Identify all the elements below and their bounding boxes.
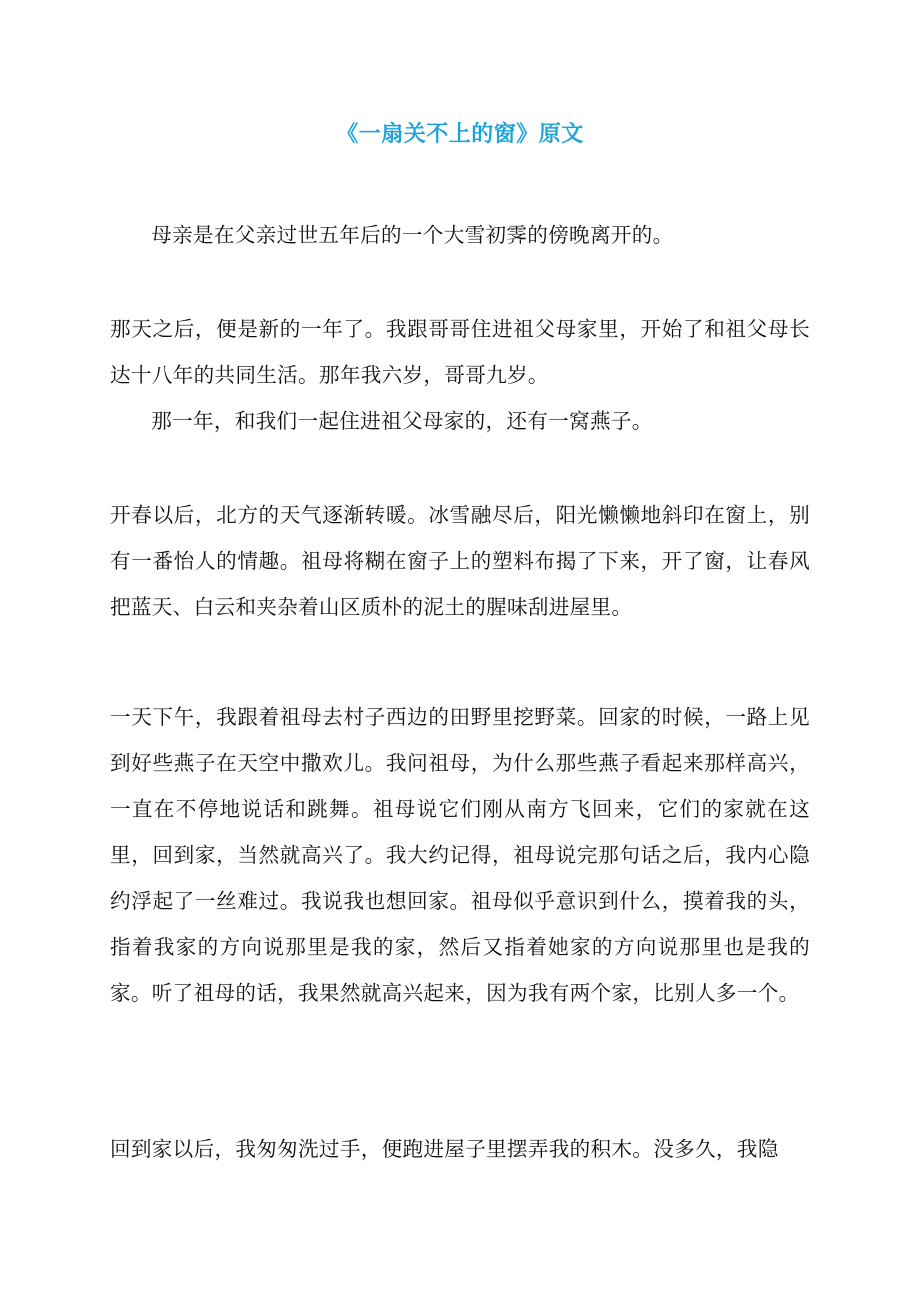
paragraph: 开春以后，北方的天气逐渐转暖。冰雪融尽后，阳光懒懒地斜印在窗上，别有一番怡人的情趣。祖母将糊在窗子上的塑料布揭了下来，开了窗，让春风把蓝天、白云和夹杂着山区质朴的泥土的腥味刮进屋里。 bbox=[110, 503, 810, 619]
paragraph: 那一年，和我们一起住进祖父母家的，还有一窝燕子。 bbox=[151, 409, 653, 433]
document-title: 《一扇关不上的窗》原文 bbox=[336, 121, 584, 147]
paragraph: 那天之后，便是新的一年了。我跟哥哥住进祖父母家里，开始了和祖父母长达十八年的共同生活。那年我六岁，哥哥九岁。 bbox=[110, 317, 810, 387]
paragraph: 母亲是在父亲过世五年后的一个大雪初霁的傍晚离开的。 bbox=[151, 223, 674, 247]
paragraph: 回到家以后，我匆匆洗过手，便跑进屋子里摆弄我的积木。没多久，我隐 bbox=[110, 1137, 779, 1161]
paragraph: 一天下午，我跟着祖母去村子西边的田野里挖野菜。回家的时候，一路上见到好些燕子在天空中撒欢儿。我问祖母，为什么那些燕子看起来那样高兴，一直在不停地说话和跳舞。祖母说它们刚从南方飞回来，它们的家就在这里，回到家，当然就高兴了。我大约记得，祖母说完那句话之后，我内心隐约浮起了一丝难过。我说我也想回家。祖母似乎意识到什么，摸着我的头，指着我家的方向说那里是我的家，然后又指着她家的方向说那里也是我的家。听了祖母的话，我果然就高兴起来，因为我有两个家，比别人多一个。 bbox=[110, 705, 810, 1005]
